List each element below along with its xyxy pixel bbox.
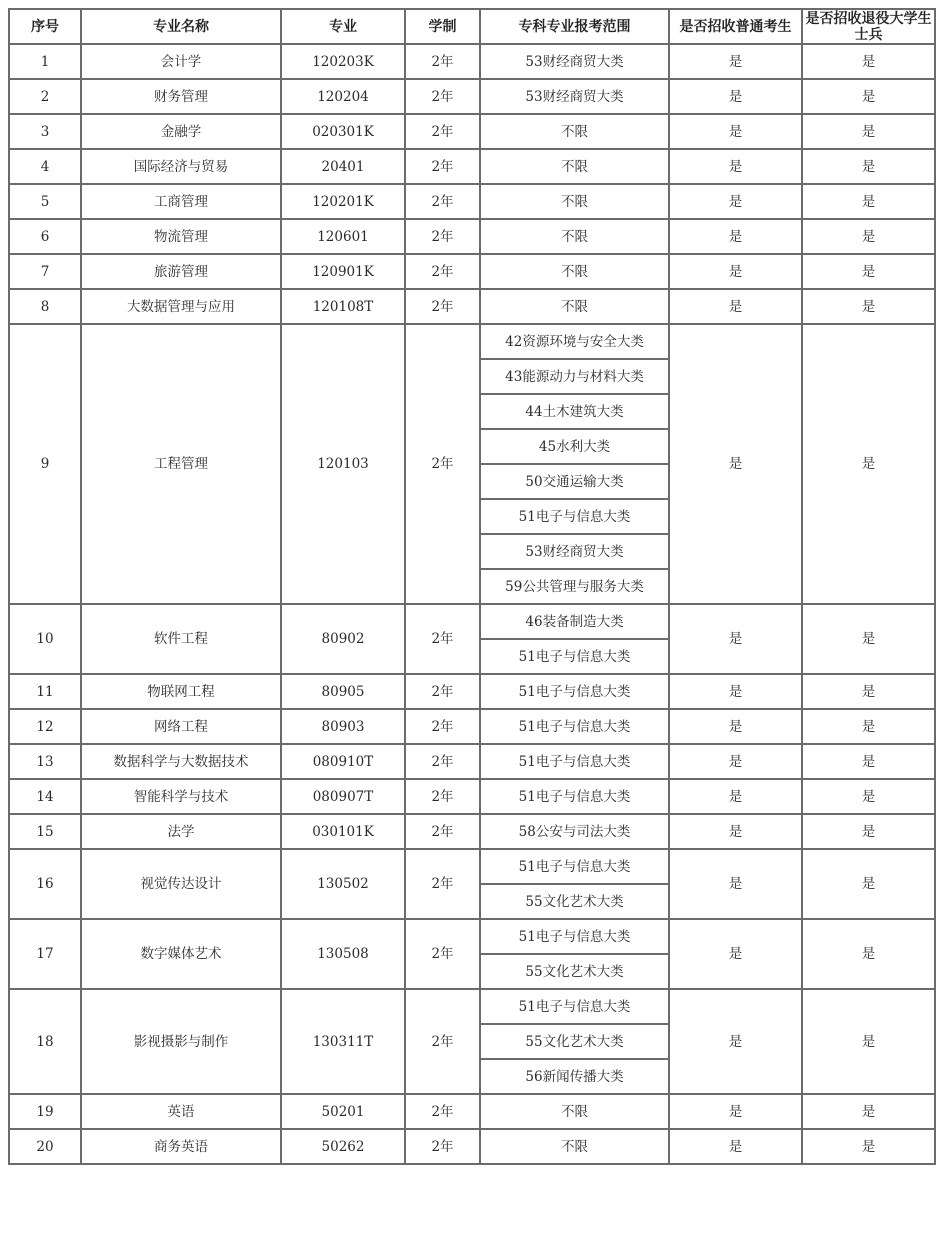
cell-scope: 不限: [480, 184, 669, 219]
cell-scope: 51电子与信息大类: [480, 989, 669, 1024]
cell-code: 130508: [281, 919, 405, 989]
table-row: [9, 604, 935, 639]
cell-scope: 不限: [480, 1094, 669, 1129]
cell-veteran: 是: [802, 1094, 935, 1129]
cell-veteran: 是: [802, 674, 935, 709]
cell-years: 2年: [405, 219, 480, 254]
cell-veteran: 是: [802, 219, 935, 254]
cell-scope: 不限: [480, 149, 669, 184]
cell-years: 2年: [405, 814, 480, 849]
cell-name: 法学: [81, 814, 281, 849]
cell-general: 是: [669, 114, 802, 149]
table-row: [9, 849, 935, 884]
header-row: [9, 9, 935, 44]
cell-scope: 56新闻传播大类: [480, 1059, 669, 1094]
cell-veteran: 是: [802, 919, 935, 989]
cell-general: 是: [669, 289, 802, 324]
cell-scope: 不限: [480, 114, 669, 149]
table-row: [9, 674, 935, 709]
cell-scope: 不限: [480, 219, 669, 254]
table-row: [9, 1129, 935, 1164]
cell-name: 数字媒体艺术: [81, 919, 281, 989]
cell-name: 工商管理: [81, 184, 281, 219]
cell-veteran: 是: [802, 184, 935, 219]
cell-code: 130502: [281, 849, 405, 919]
majors-table: [8, 8, 936, 1165]
cell-general: 是: [669, 149, 802, 184]
cell-general: 是: [669, 779, 802, 814]
cell-no: 11: [9, 674, 81, 709]
cell-name: 网络工程: [81, 709, 281, 744]
cell-name: 商务英语: [81, 1129, 281, 1164]
cell-no: 19: [9, 1094, 81, 1129]
cell-no: 3: [9, 114, 81, 149]
cell-no: 20: [9, 1129, 81, 1164]
cell-name: 物流管理: [81, 219, 281, 254]
cell-code: 120203K: [281, 44, 405, 79]
cell-scope: 53财经商贸大类: [480, 44, 669, 79]
cell-years: 2年: [405, 44, 480, 79]
cell-years: 2年: [405, 919, 480, 989]
cell-years: 2年: [405, 114, 480, 149]
cell-no: 18: [9, 989, 81, 1094]
cell-veteran: 是: [802, 814, 935, 849]
cell-code: 50201: [281, 1094, 405, 1129]
header-no: 序号: [9, 9, 81, 44]
cell-name: 会计学: [81, 44, 281, 79]
cell-no: 15: [9, 814, 81, 849]
cell-veteran: 是: [802, 289, 935, 324]
cell-scope: 不限: [480, 289, 669, 324]
cell-general: 是: [669, 1094, 802, 1129]
cell-code: 080907T: [281, 779, 405, 814]
cell-general: 是: [669, 604, 802, 674]
header-years: 学制: [405, 9, 480, 44]
cell-general: 是: [669, 1129, 802, 1164]
cell-general: 是: [669, 709, 802, 744]
cell-veteran: 是: [802, 79, 935, 114]
table-row: [9, 254, 935, 289]
cell-scope: 51电子与信息大类: [480, 849, 669, 884]
cell-name: 金融学: [81, 114, 281, 149]
cell-name: 数据科学与大数据技术: [81, 744, 281, 779]
cell-years: 2年: [405, 254, 480, 289]
cell-veteran: 是: [802, 779, 935, 814]
cell-years: 2年: [405, 289, 480, 324]
cell-name: 工程管理: [81, 324, 281, 604]
cell-years: 2年: [405, 849, 480, 919]
cell-scope: 50交通运输大类: [480, 464, 669, 499]
cell-veteran: 是: [802, 849, 935, 919]
cell-code: 120601: [281, 219, 405, 254]
cell-general: 是: [669, 219, 802, 254]
cell-name: 视觉传达设计: [81, 849, 281, 919]
cell-veteran: 是: [802, 44, 935, 79]
cell-code: 20401: [281, 149, 405, 184]
table-row: [9, 1094, 935, 1129]
cell-general: 是: [669, 919, 802, 989]
cell-name: 财务管理: [81, 79, 281, 114]
cell-scope: 53财经商贸大类: [480, 79, 669, 114]
cell-code: 80905: [281, 674, 405, 709]
table-row: [9, 919, 935, 954]
cell-no: 2: [9, 79, 81, 114]
table-row: [9, 709, 935, 744]
cell-general: 是: [669, 989, 802, 1094]
cell-no: 10: [9, 604, 81, 674]
cell-scope: 43能源动力与材料大类: [480, 359, 669, 394]
cell-years: 2年: [405, 324, 480, 604]
table-row: [9, 779, 935, 814]
cell-scope: 55文化艺术大类: [480, 884, 669, 919]
cell-general: 是: [669, 184, 802, 219]
header-scope: 专科专业报考范围: [480, 9, 669, 44]
cell-general: 是: [669, 849, 802, 919]
cell-name: 大数据管理与应用: [81, 289, 281, 324]
cell-veteran: 是: [802, 744, 935, 779]
cell-no: 5: [9, 184, 81, 219]
cell-scope: 44土木建筑大类: [480, 394, 669, 429]
cell-years: 2年: [405, 149, 480, 184]
cell-years: 2年: [405, 184, 480, 219]
cell-scope: 51电子与信息大类: [480, 709, 669, 744]
cell-code: 120108T: [281, 289, 405, 324]
cell-years: 2年: [405, 744, 480, 779]
cell-scope: 51电子与信息大类: [480, 674, 669, 709]
cell-scope: 51电子与信息大类: [480, 639, 669, 674]
cell-years: 2年: [405, 1094, 480, 1129]
cell-scope: 46装备制造大类: [480, 604, 669, 639]
cell-no: 12: [9, 709, 81, 744]
cell-name: 影视摄影与制作: [81, 989, 281, 1094]
cell-veteran: 是: [802, 1129, 935, 1164]
cell-scope: 51电子与信息大类: [480, 499, 669, 534]
table-body: [9, 44, 935, 1164]
cell-years: 2年: [405, 989, 480, 1094]
cell-years: 2年: [405, 674, 480, 709]
cell-scope: 不限: [480, 254, 669, 289]
cell-scope: 59公共管理与服务大类: [480, 569, 669, 604]
cell-code: 120901K: [281, 254, 405, 289]
cell-veteran: 是: [802, 254, 935, 289]
cell-years: 2年: [405, 1129, 480, 1164]
cell-scope: 45水利大类: [480, 429, 669, 464]
table-row: [9, 989, 935, 1024]
cell-scope: 42资源环境与安全大类: [480, 324, 669, 359]
cell-veteran: 是: [802, 604, 935, 674]
cell-general: 是: [669, 744, 802, 779]
cell-scope: 51电子与信息大类: [480, 779, 669, 814]
table-row: [9, 324, 935, 359]
cell-years: 2年: [405, 709, 480, 744]
cell-general: 是: [669, 324, 802, 604]
cell-general: 是: [669, 44, 802, 79]
cell-no: 16: [9, 849, 81, 919]
table-row: [9, 149, 935, 184]
cell-name: 智能科学与技术: [81, 779, 281, 814]
cell-no: 13: [9, 744, 81, 779]
table-row: [9, 744, 935, 779]
cell-code: 080910T: [281, 744, 405, 779]
cell-scope: 51电子与信息大类: [480, 919, 669, 954]
cell-general: 是: [669, 674, 802, 709]
cell-name: 国际经济与贸易: [81, 149, 281, 184]
cell-years: 2年: [405, 779, 480, 814]
cell-no: 17: [9, 919, 81, 989]
cell-scope: 55文化艺术大类: [480, 1024, 669, 1059]
cell-general: 是: [669, 254, 802, 289]
cell-general: 是: [669, 79, 802, 114]
table-row: [9, 184, 935, 219]
cell-code: 020301K: [281, 114, 405, 149]
cell-scope: 58公安与司法大类: [480, 814, 669, 849]
cell-years: 2年: [405, 604, 480, 674]
cell-name: 英语: [81, 1094, 281, 1129]
cell-name: 旅游管理: [81, 254, 281, 289]
cell-name: 物联网工程: [81, 674, 281, 709]
cell-veteran: 是: [802, 709, 935, 744]
cell-name: 软件工程: [81, 604, 281, 674]
cell-code: 120204: [281, 79, 405, 114]
table-row: [9, 114, 935, 149]
cell-no: 6: [9, 219, 81, 254]
cell-scope: 51电子与信息大类: [480, 744, 669, 779]
cell-code: 030101K: [281, 814, 405, 849]
cell-general: 是: [669, 814, 802, 849]
cell-code: 120103: [281, 324, 405, 604]
cell-veteran: 是: [802, 324, 935, 604]
cell-scope: 55文化艺术大类: [480, 954, 669, 989]
cell-code: 120201K: [281, 184, 405, 219]
header-code: 专业: [281, 9, 405, 44]
cell-years: 2年: [405, 79, 480, 114]
table-row: [9, 79, 935, 114]
cell-veteran: 是: [802, 149, 935, 184]
header-name: 专业名称: [81, 9, 281, 44]
cell-no: 1: [9, 44, 81, 79]
header-general: 是否招收普通考生: [669, 9, 802, 44]
cell-veteran: 是: [802, 114, 935, 149]
table-row: [9, 44, 935, 79]
cell-code: 130311T: [281, 989, 405, 1094]
cell-code: 80902: [281, 604, 405, 674]
cell-no: 4: [9, 149, 81, 184]
table-row: [9, 289, 935, 324]
cell-code: 50262: [281, 1129, 405, 1164]
cell-no: 14: [9, 779, 81, 814]
cell-veteran: 是: [802, 989, 935, 1094]
table-row: [9, 219, 935, 254]
cell-scope: 53财经商贸大类: [480, 534, 669, 569]
cell-no: 7: [9, 254, 81, 289]
table-row: [9, 814, 935, 849]
header-veteran: 是否招收退役大学生士兵: [802, 9, 935, 44]
cell-no: 9: [9, 324, 81, 604]
cell-no: 8: [9, 289, 81, 324]
cell-scope: 不限: [480, 1129, 669, 1164]
cell-code: 80903: [281, 709, 405, 744]
